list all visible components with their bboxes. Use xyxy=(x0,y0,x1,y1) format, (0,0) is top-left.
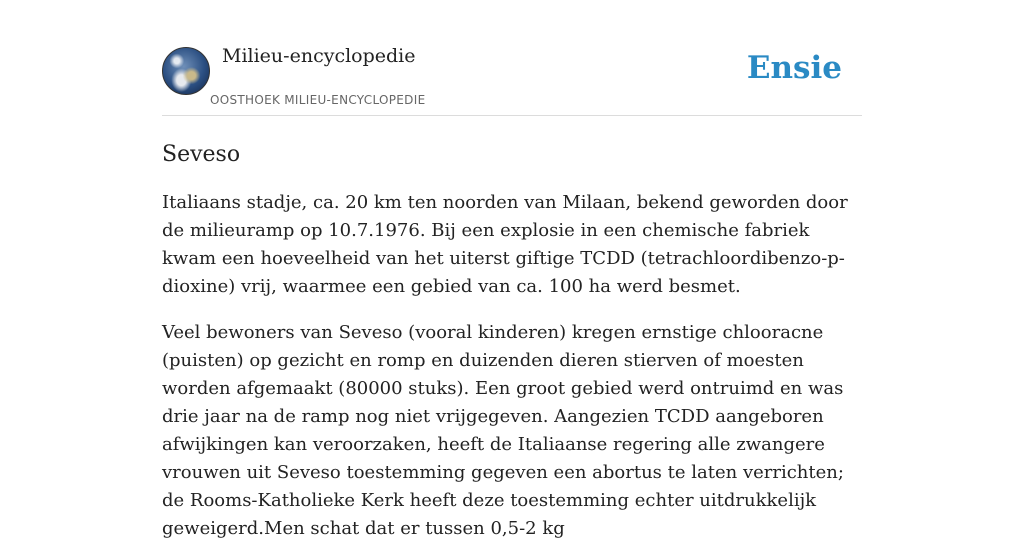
site-subtitle: OOSTHOEK MILIEU-ENCYCLOPEDIE xyxy=(210,93,426,107)
article-title: Seveso xyxy=(162,142,241,167)
article-paragraph: Veel bewoners van Seveso (vooral kinderen) kregen ernstige chlooracne (puisten) op gezicht en romp en duizenden dieren stierven of moesten worden afgemaakt (80000 stuks). Een groot gebied werd ontruimd en was drie jaar na de ramp nog niet vrijgegeven. Aangezien TCDD aangeboren afwijkingen kan veroorzaken, heeft de Italiaanse regering alle zwangere vrouwen uit Seveso toestemming gegeven een abortus te laten verrichten; de Rooms-Katholieke Kerk heeft deze toestemming echter uitdrukkelijk geweigerd.Men schat dat er tussen 0,5-2 kg xyxy=(162,322,844,539)
brand-logo-link[interactable]: Ensie xyxy=(746,50,842,86)
globe-icon[interactable] xyxy=(162,47,210,95)
page xyxy=(162,0,862,543)
site-header xyxy=(162,0,862,116)
site-name-link[interactable]: Milieu-encyclopedie xyxy=(222,45,416,67)
article-paragraph: Italiaans stadje, ca. 20 km ten noorden van Milaan, bekend geworden door de milieuramp op 10.7.1976. Bij een explosie in een chemische fabriek kwam een hoeveelheid van het uiterst giftige TCDD (tetrachloordibenzo-p-dioxine) vrij, waarmee een gebied van ca. 100 ha werd besmet. xyxy=(162,192,848,297)
